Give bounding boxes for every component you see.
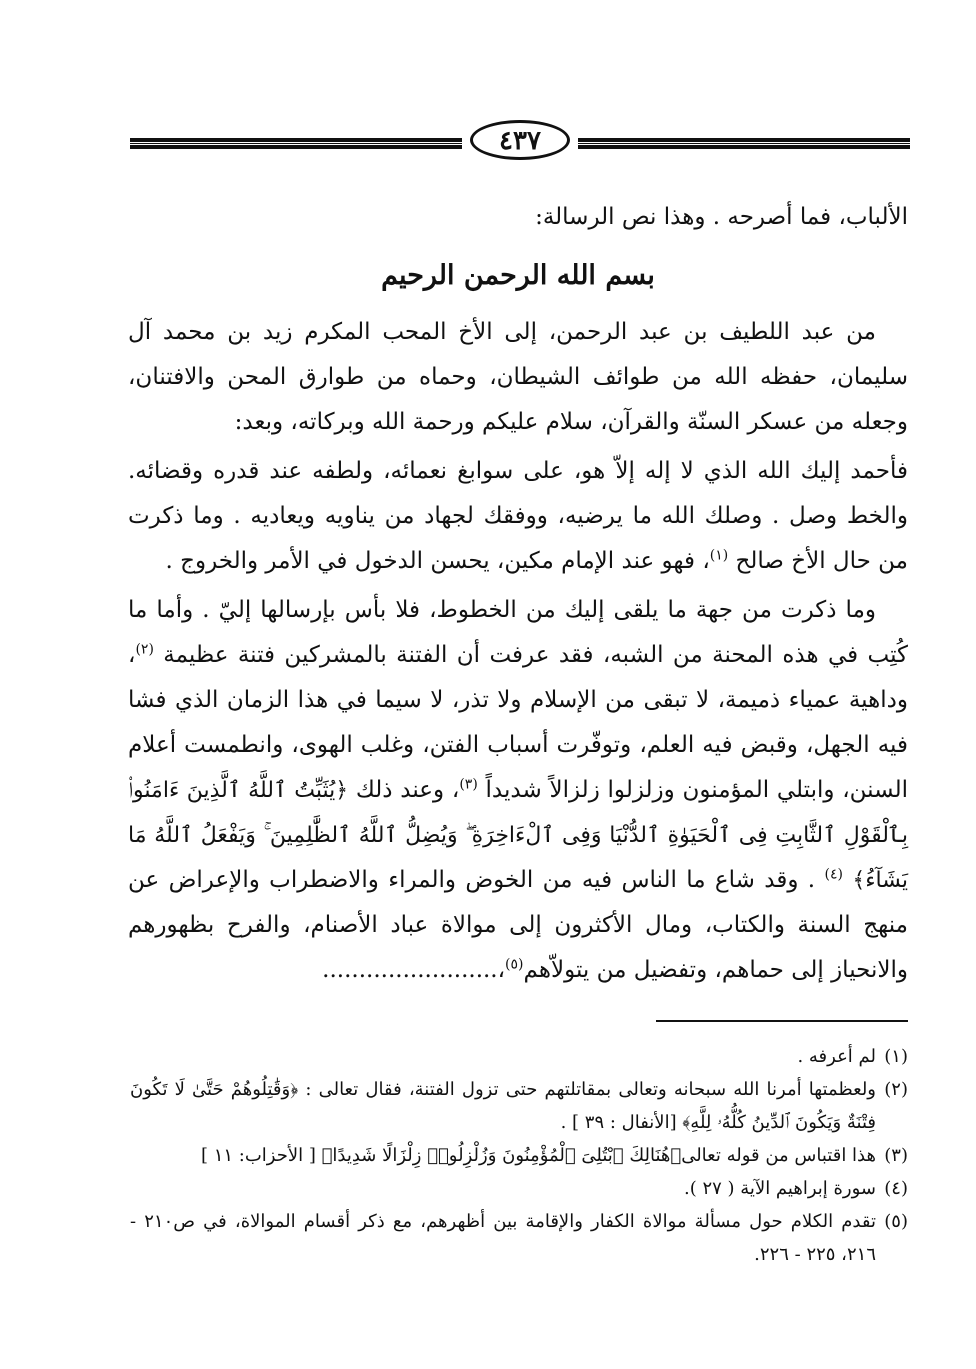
footnote-ref-4: (٤) xyxy=(824,866,843,883)
fitna-text-b: ، وداهية عمياء ذميمة، لا تبقى من الإسلام ولا تذر، لا سيما في هذا الزمان الذي فشا فيه الجهل، وقبض فيه العلم، وتوفّرت أسباب الفتن، وغلب الهوى، وانطمست أعلام السنن، وابتلي المؤمنون وزلزلوا زلزالاً شديداً xyxy=(128,642,909,803)
footnote-number: (٣) xyxy=(884,1145,908,1166)
fitna-text-a: وما ذكرت من جهة ما يلقى إليك من الخطوط، فلا بأس بإرسالها إليّ . وأما ما كُتِب في هذه المحنة من الشبه، فقد عرفت أن الفتنة بالمشركين فتنة عظيمة xyxy=(128,597,908,668)
footnote-ref-2: (٢) xyxy=(135,641,154,658)
header-rule-right xyxy=(578,138,910,149)
footnote-3 xyxy=(130,1139,908,1172)
fitna-text-e: ،........................ xyxy=(322,957,506,983)
fitna-paragraph xyxy=(128,588,908,993)
footnote-text: ولعظمتها أمرنا الله سبحانه وتعالى بمقاتلتهم حتى تزول الفتنة، فقال تعالى : ﴿وَقَٰتِلُوهُمْ حَتَّىٰ لَا تَكُونَ فِتْنَةٌ وَيَكُونَ ٱلدِّينُ كُلُّهُۥ لِلَّهِ﴾ [الأنفال : ٣٩ ] . xyxy=(130,1079,876,1133)
footnote-ref-5: (٥) xyxy=(505,956,524,973)
fitna-text-d: . وقد شاع ما الناس فيه من الخوض والمراء والاضطراب والإعراض عن منهج السنة والكتاب، ومال الأكثرون إلى موالاة عباد الأصنام، والفرح بظهورهم والانحياز إلى حماهم، وتفضيل من يتولاّهم xyxy=(128,867,908,983)
footnote-ref-3: (٣) xyxy=(459,776,478,793)
praise-text: فأحمد إليك الله الذي لا إله إلاّ هو، على سوابغ نعمائه، ولطفه عند قدره وقضائه. والخط وصل . وصلك الله ما يرضيه، ووفقك لجهاد من يناويه ويعاديه . وما ذكرت من حال الأخ صالح xyxy=(128,458,908,574)
praise-paragraph xyxy=(128,449,908,584)
footnote-number: (٢) xyxy=(884,1079,908,1100)
header-rule-left xyxy=(130,138,462,149)
footnote-number: (٥) xyxy=(884,1211,908,1232)
footnote-1 xyxy=(130,1040,908,1073)
praise-text-end: ، فهو عند الإمام مكين، يحسن الدخول في الأمر والخروج . xyxy=(165,548,710,574)
footnote-number: (١) xyxy=(884,1046,908,1067)
footnote-text: تقدم الكلام حول مسألة موالاة الكفار والإقامة بين أظهرهم، مع ذكر أقسام الموالاة، في ص٢١٠ - ٢١٦، ٢٢٥ - ٢٢٦. xyxy=(130,1211,876,1265)
footnote-text: هذا اقتباس من قوله تعالى﴿هُنَالِكَ ٱبْتُلِىَ ٱلْمُؤْمِنُونَ وَزُلْزِلُوا۟ زِلْزَالًا شَدِيدًا﴾ [ الأحزاب: ١١ ] xyxy=(200,1145,876,1166)
footnote-2 xyxy=(130,1073,908,1139)
footnote-ref-1: (١) xyxy=(709,547,729,564)
fitna-text-c: ، وعند ذلك xyxy=(355,777,460,803)
footnote-text: لم أعرفه . xyxy=(797,1046,876,1067)
footnote-4 xyxy=(130,1172,908,1205)
letter-opening-paragraph: من عبد اللطيف بن عبد الرحمن، إلى الأخ المحب المكرم زيد بن محمد آل سليمان، حفظه الله من طوائف الشيطان، وحماه من طوارق المحن والافتنان، وجعله من عسكر السنّة والقرآن، سلام عليكم ورحمة الله وبركاته، وبعد: xyxy=(128,319,908,435)
footnote-number: (٤) xyxy=(884,1178,908,1199)
footnotes xyxy=(130,1040,908,1271)
basmala-heading: بسم الله الرحمن الرحيم xyxy=(381,260,655,291)
footnote-text: سورة إبراهيم الآية ( ٢٧ ). xyxy=(684,1178,876,1199)
quran-verse: ﴿يُثَبِّتُ ٱللَّهُ ٱلَّذِينَ ءَامَنُوا۟ بِٱلْقَوْلِ ٱلثَّابِتِ فِى ٱلْحَيَوٰةِ ٱلدُّنْيَا وَفِى ٱلْءَاخِرَةِ ۖ وَيُضِلُّ ٱللَّهُ ٱلظَّٰلِمِينَ ۚ وَيَفْعَلُ ٱللَّهُ مَا يَشَآءُ﴾ xyxy=(128,778,908,893)
page-number: ٤٣٧ xyxy=(470,120,570,160)
footnote-separator xyxy=(656,1020,908,1022)
page-header xyxy=(130,118,910,168)
intro-line: الألباب، فما أصرحه . وهذا نص الرسالة: xyxy=(535,204,908,230)
footnote-5 xyxy=(130,1205,908,1271)
main-text xyxy=(128,195,908,993)
